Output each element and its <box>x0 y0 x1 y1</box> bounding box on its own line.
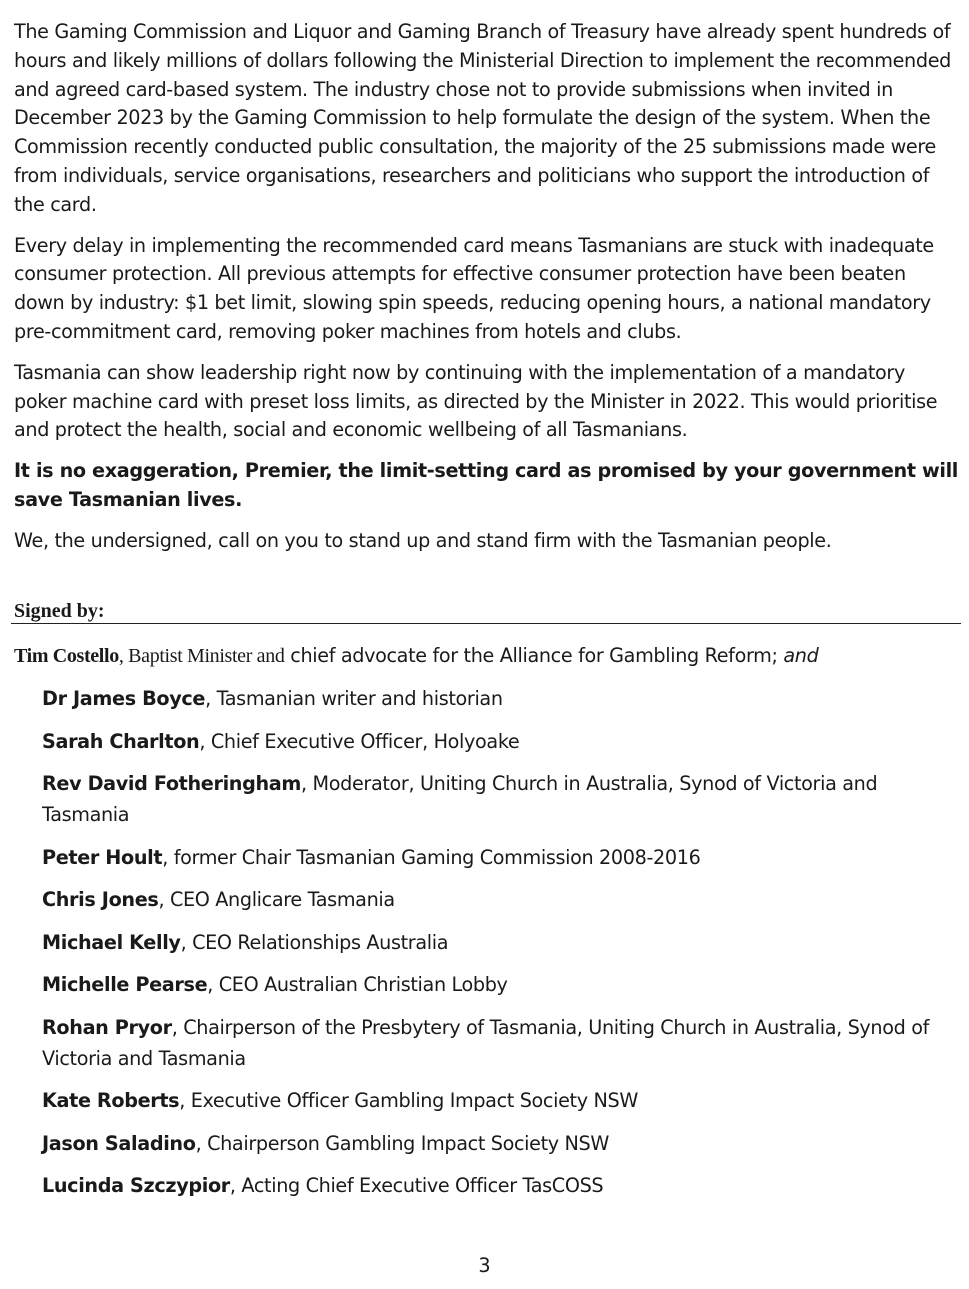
paragraph-every-delay: Every delay in implementing the recommended card means Tasmanians are stuck with inadequate consumer protection. All previous attempts for effective consumer protection have been beaten down by industry: $1 bet limit, slowing spin speeds, reducing opening hours, a national mandatory pre-commitment card, removing poker machines from hotels and clubs. <box>14 233 934 343</box>
letter-body <box>14 18 959 626</box>
lead-signatory-role-part2: chief advocate for the Alliance for Gambling Reform; <box>284 644 778 667</box>
signatory-name: Michael Kelly <box>42 930 181 954</box>
signatory-item <box>42 927 942 958</box>
signatory-role: , former Chair Tasmanian Gaming Commission 2008-2016 <box>162 845 701 869</box>
signatory-name: Kate Roberts <box>42 1089 180 1112</box>
signatory-item <box>42 842 942 873</box>
signatory-name: Lucinda Szczypior <box>42 1174 230 1197</box>
paragraph-tasmania-leadership: Tasmania can show leadership right now by continuing with the implementation of a mandatory poker machine card with preset loss limits, as directed by the Minister in 2022. This would prioritise and protect the health, social and economic wellbeing of all Tasmanians. <box>14 360 938 442</box>
signatory-item <box>42 1170 942 1201</box>
lead-signatory-and: and <box>783 644 819 667</box>
lead-signatory <box>14 642 818 670</box>
signatory-item <box>42 884 942 915</box>
signatory-role: , Tasmanian writer and historian <box>205 687 503 710</box>
signatory-role: , Chairperson Gambling Impact Society NSW <box>195 1131 609 1155</box>
signatory-name: Chris Jones <box>42 888 159 911</box>
signatory-item <box>42 969 942 1000</box>
signatory-list <box>42 683 942 1213</box>
signatory-role: , CEO Relationships Australia <box>180 930 449 954</box>
signatory-role: , Chairperson of the Presbytery of Tasmania, Uniting Church in Australia, Synod of Victoria and Tasmania <box>42 1015 930 1070</box>
paragraph-gaming-commission: The Gaming Commission and Liquor and Gaming Branch of Treasury have already spent hundreds of hours and likely millions of dollars following the Ministerial Direction to implement the recommended and agreed card-based system. The industry chose not to provide submissions when invited in December 2023 by the Gaming Commission to help formulate the design of the system. When the Commission recently conducted public consultation, the majority of the 25 submissions made were from individuals, service organisations, researchers and politicians who support the introduction of the card. <box>14 20 951 216</box>
signatory-role: , Chief Executive Officer, Holyoake <box>199 729 520 753</box>
signatory-role: , CEO Australian Christian Lobby <box>207 973 508 996</box>
signatory-name: Sarah Charlton <box>42 729 200 753</box>
signatory-name: Michelle Pearse <box>42 973 208 996</box>
signatory-item <box>42 1128 942 1159</box>
paragraph-undersigned: We, the undersigned, call on you to stand up and stand firm with the Tasmanian people. <box>14 528 832 552</box>
page-number: 3 <box>478 1254 491 1277</box>
signed-by-heading: Signed by: <box>14 599 105 622</box>
signatory-name: Dr James Boyce <box>42 687 206 710</box>
signatory-role: , CEO Anglicare Tasmania <box>158 888 395 911</box>
signatory-name: Jason Saladino <box>42 1131 196 1155</box>
signatory-name: Rohan Pryor <box>42 1015 172 1039</box>
signatory-name: Peter Hoult <box>42 845 163 869</box>
signatory-item <box>42 683 942 714</box>
signatory-role: , Executive Officer Gambling Impact Society NSW <box>179 1089 638 1112</box>
signatory-role: , Moderator, Uniting Church in Australia, Synod of Victoria and Tasmania <box>42 772 878 826</box>
signatory-role: , Acting Chief Executive Officer TasCOSS <box>229 1174 604 1197</box>
signatory-item <box>42 768 942 830</box>
paragraph-no-exaggeration: It is no exaggeration, Premier, the limit-setting card as promised by your government will save Tasmanian lives. <box>14 459 959 511</box>
signatory-item <box>42 1012 942 1074</box>
signatory-item <box>42 726 942 757</box>
lead-signatory-role-part1: , Baptist Minister and <box>118 645 285 667</box>
signatory-item <box>42 1085 942 1116</box>
signatory-name: Rev David Fotheringham <box>42 772 302 795</box>
lead-signatory-name: Tim Costello <box>14 645 119 667</box>
divider-line <box>11 623 961 624</box>
